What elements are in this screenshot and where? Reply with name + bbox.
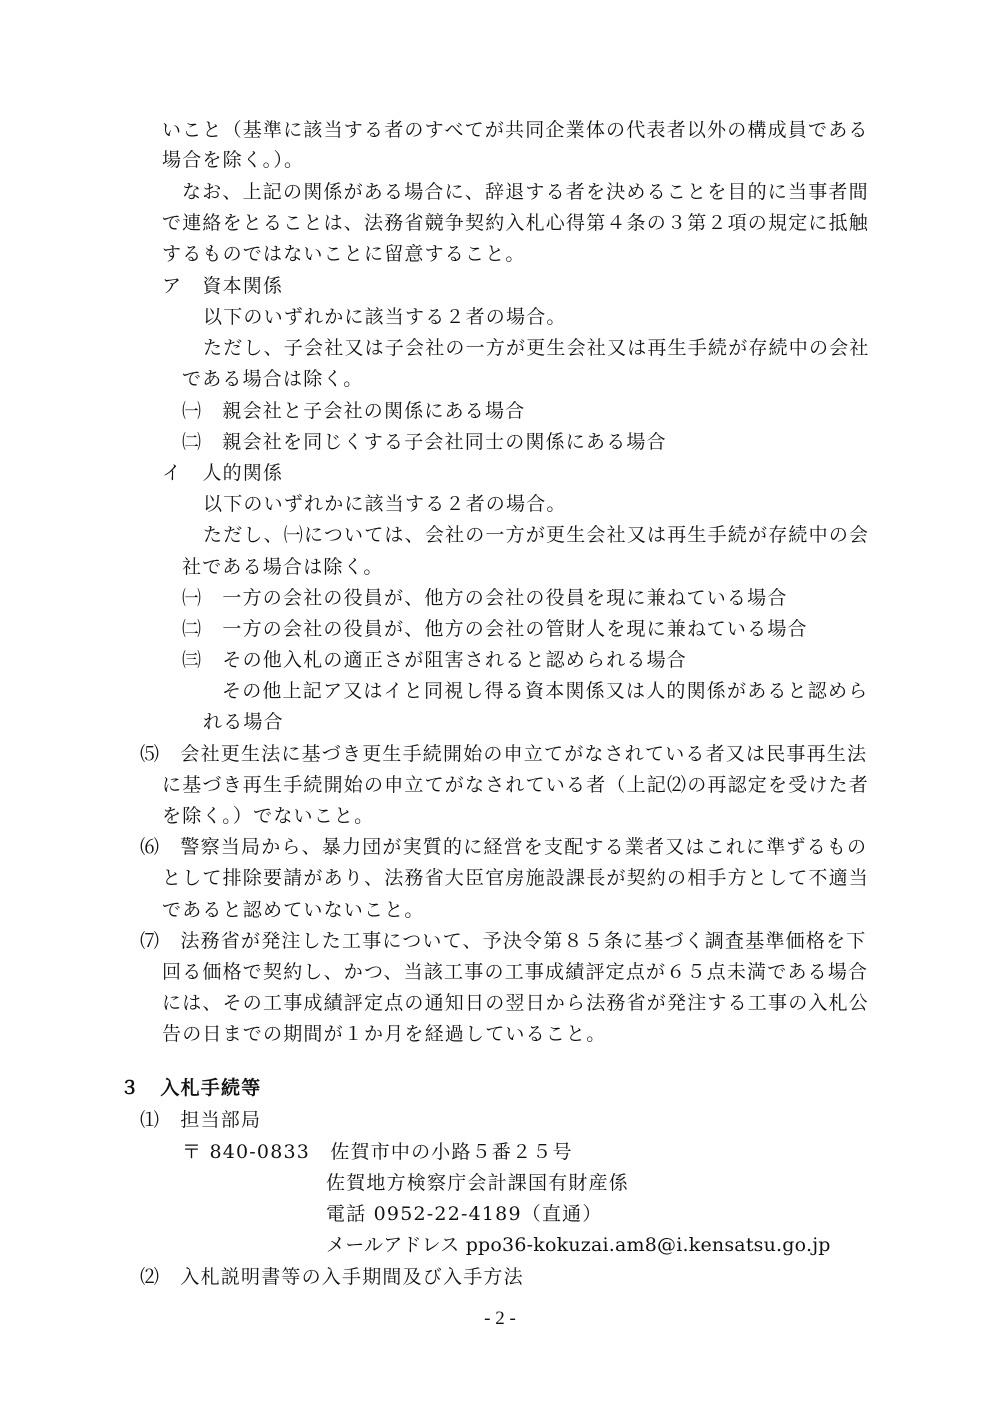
text-line: 以下のいずれかに該当する２者の場合。 (203, 493, 567, 515)
list-item: ㈠ 一方の会社の役員が、他方の会社の役員を現に兼ねている場合 (182, 587, 788, 609)
phone-number: 電話 0952-22-4189（直通） (326, 1203, 603, 1225)
list-item: ⑺ 法務省が発注した工事について、予決令第８５条に基づく調査基準価格を下 (140, 930, 867, 952)
list-item: ⑸ 会社更生法に基づき更生手続開始の申立てがなされている者又は民事再生法 (140, 743, 868, 765)
subheading-personal: イ 人的関係 (162, 462, 284, 484)
page-number: - 2 - (484, 1308, 516, 1329)
list-item: ㈡ 一方の会社の役員が、他方の会社の管財人を現に兼ねている場合 (182, 618, 808, 640)
text-line: なお、上記の関係がある場合に、辞退する者を決めることを目的に当事者間 (182, 181, 869, 203)
text-line: 告の日までの期間が１か月を経過していること。 (162, 1023, 607, 1045)
text-line: に基づき再生手続開始の申立てがなされている者（上記⑵の再認定を受けた者 (162, 774, 870, 796)
text-line: れる場合 (203, 711, 284, 733)
text-line: ただし、㈠については、会社の一方が更生会社又は再生手続が存続中の会 (203, 524, 870, 546)
list-item: ⑵ 入札説明書等の入手期間及び入手方法 (140, 1266, 524, 1288)
text-line: その他上記ア又はイと同視し得る資本関係又は人的関係があると認めら (222, 680, 869, 702)
text-line: 以下のいずれかに該当する２者の場合。 (203, 306, 567, 328)
text-line: ただし、子会社又は子会社の一方が更生会社又は再生手続が存続中の会社 (203, 337, 870, 359)
text-line: 場合を除く。）。 (162, 149, 305, 171)
list-item: ⑹ 警察当局から、暴力団が実質的に経営を支配する業者又はこれに準ずるもの (140, 836, 868, 858)
text-line: には、その工事成績評定点の通知日の翌日から法務省が発注する工事の入札公 (162, 992, 870, 1014)
section-heading: ３ 入札手続等 (120, 1077, 262, 1099)
subheading-capital: ア 資本関係 (162, 275, 284, 297)
text-line: として排除要請があり、法務省大臣官房施設課長が契約の相手方として不適当 (162, 867, 870, 889)
text-line: 社である場合は除く。 (182, 556, 384, 578)
list-item: ㈠ 親会社と子会社の関係にある場合 (182, 400, 526, 422)
address-line: 〒 840-0833 佐賀市中の小路５番２５号 (182, 1141, 573, 1163)
list-item: ㈡ 親会社を同じくする子会社同士の関係にある場合 (182, 431, 667, 453)
text-line: を除く。）でないこと。 (162, 805, 375, 827)
list-item: ⑴ 担当部局 (140, 1109, 262, 1131)
text-line: であると認めていないこと。 (162, 899, 425, 921)
office-name: 佐賀地方検察庁会計課国有財産係 (326, 1172, 630, 1194)
text-line: するものではないことに留意すること。 (162, 243, 526, 265)
email-address: メールアドレス ppo36-kokuzai.am8@i.kensatsu.go.jp (326, 1234, 831, 1256)
text-line: で連絡をとることは、法務省競争契約入札心得第４条の３第２項の規定に抵触 (162, 212, 870, 234)
text-line: である場合は除く。 (182, 368, 364, 390)
text-line: 回る価格で契約し、かつ、当該工事の工事成績評定点が６５点未満である場合 (162, 961, 869, 983)
list-item: ㈢ その他入札の適正さが阻害されると認められる場合 (182, 649, 688, 671)
text-line: いこと（基準に該当する者のすべてが共同企業体の代表者以外の構成員である (162, 119, 869, 141)
